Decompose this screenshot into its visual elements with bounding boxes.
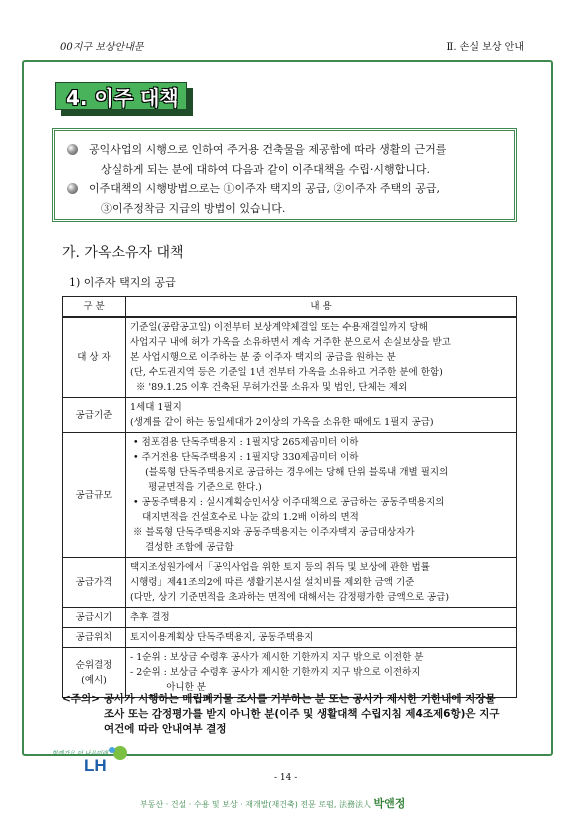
header-doc-title: 00지구 보상안내문 [60,42,144,53]
row-line: 대지면적을 건설호수로 나눈 값의 1.2배 이하의 면적 [130,512,359,523]
table-header-row [63,297,517,318]
caution-text: 여건에 따라 안내여부 결정 [104,723,227,735]
table-row [63,398,517,433]
row-key: 공급시기 [63,608,126,628]
caution-note [62,692,522,737]
summary-text: ③이주정착금 지급의 방법이 있습니다. [101,201,286,215]
row-key: 대 상 자 [63,317,126,398]
summary-bullet-2 [67,179,504,218]
table-row [63,648,517,698]
row-line: - 1순위 : 보상금 수령후 공사가 제시한 기한까지 지구 밖으로 이전한 분 [130,652,424,663]
row-line: ※ 블록형 단독주택용지와 공동주택용지는 이주자택지 공급대상자가 [130,527,415,538]
footer-text: 부동산 · 건설 · 수용 및 보상 · 재개발(재건축) 전문 로펌, 法務法人 [140,800,371,809]
table-row [63,628,517,648]
table-row [63,558,517,608]
row-line: 토지이용계획상 단독주택용지, 공동주택용지 [130,632,314,643]
row-line: 사업지구 내에 허가 가옥을 소유하면서 계속 거주한 분으로서 손실보상을 받고 [130,337,451,348]
title-banner [55,82,193,116]
table-body [63,317,517,698]
row-line: (블록형 단독주택용지로 공급하는 경우에는 당해 단위 블록내 개별 필지의 [130,467,449,478]
summary-bullet-1 [67,140,504,179]
footer-brand: 박앤정 [373,797,406,810]
row-value [126,648,517,698]
summary-text: 이주대책의 시행방법으로는 ①이주자 택지의 공급, ②이주자 주택의 공급, [89,182,440,195]
summary-text: 상실하게 되는 분에 대하여 다음과 같이 이주대책을 수립·시행합니다. [101,162,430,176]
row-key: 공급위치 [63,628,126,648]
row-line: • 주거전용 단독주택용지 : 1필지당 330제곱미터 이하 [130,452,359,463]
info-table [62,296,517,698]
row-value [126,558,517,608]
row-line: 시행령」제41조의2에 따른 생활기본시설 설치비를 제외한 금액 기준 [130,577,415,588]
table-header-key: 구 분 [63,297,126,318]
summary-box [52,128,517,222]
row-key: 공급기준 [63,398,126,433]
row-key: 순위결정 (예시) [63,648,126,698]
row-line: • 점포겸용 단독주택용지 : 1필지당 265제곱미터 이하 [130,437,359,448]
row-line: 추후 결정 [130,612,170,623]
row-value [126,433,517,558]
row-line: • 공동주택용지 : 실시계획승인서상 이주대책으로 공급하는 공동주택용지의 [130,497,445,508]
summary-text: 공익사업의 시행으로 인하여 주거용 건축물을 제공함에 따라 생활의 근거를 [89,143,447,156]
footer [140,795,405,811]
bullet-ball-icon [67,183,78,194]
lh-logo [82,744,132,774]
row-line: 택지조성원가에서「공익사업을 위한 토지 등의 취득 및 보상에 관한 법률 [130,562,430,573]
row-key: 공급가격 [63,558,126,608]
row-key: 공급규모 [63,433,126,558]
row-line: - 2순위 : 보상금 수령후 공사가 제시한 기한까지 지구 밖으로 이전하지 [130,667,421,678]
row-line: (다만, 상기 기준면적을 초과하는 면적에 대해서는 감정평가한 금액으로 공급) [130,592,450,603]
row-line: 1세대 1필지 [130,402,182,413]
row-line: (단, 수도권지역 등은 기준일 1년 전부터 가옥을 소유하고 거주한 분에 한함) [130,367,443,378]
row-value [126,398,517,433]
row-value [126,628,517,648]
table-row [63,317,517,398]
table-header-value: 내 용 [126,297,517,318]
caution-text: 조사 또는 감정평가를 받지 아니한 분(이주 및 생활대책 수립지침 제4조제6항)은 지구 [104,708,500,720]
subsection-heading: 1) 이주자 택지의 공급 [69,276,176,289]
row-line: 아니한 분 [130,682,206,693]
logo-text: LH [84,756,107,774]
caution-text: 공사가 시행하는 매립폐기물 조사를 거부하는 분 또는 공사가 제시한 기한내에 지장물 [104,693,496,705]
table-row [63,608,517,628]
row-line: (생계를 같이 하는 동일세대가 2이상의 가옥을 소유한 때에도 1필지 공급) [130,417,434,428]
row-line: 결성한 조합에 공급함 [130,542,234,553]
bullet-ball-icon [67,144,78,155]
page-number: - 14 - [274,773,298,783]
section-heading: 가. 가옥소유자 대책 [62,245,184,261]
row-value [126,608,517,628]
page-title: 4. 이주 대책 [55,82,187,110]
caution-label: <주의> [62,693,100,705]
logo-slogan: 함께가요,더 나은미래 [52,750,108,757]
row-line: 기준일(공람공고일) 이전부터 보상계약체결일 또는 수용재결일까지 당해 [130,322,428,333]
header-chapter: Ⅱ. 손실 보상 안내 [446,42,524,53]
row-value [126,317,517,398]
row-line: 본 사업시행으로 이주하는 분 중 이주자 택지의 공급을 원하는 분 [130,352,396,363]
row-line: ※ '89.1.25 이후 건축된 무허가건물 소유자 및 법인, 단체는 제외 [130,382,408,393]
table-row [63,433,517,558]
row-line: 평균면적을 기준으로 한다.) [130,482,262,493]
